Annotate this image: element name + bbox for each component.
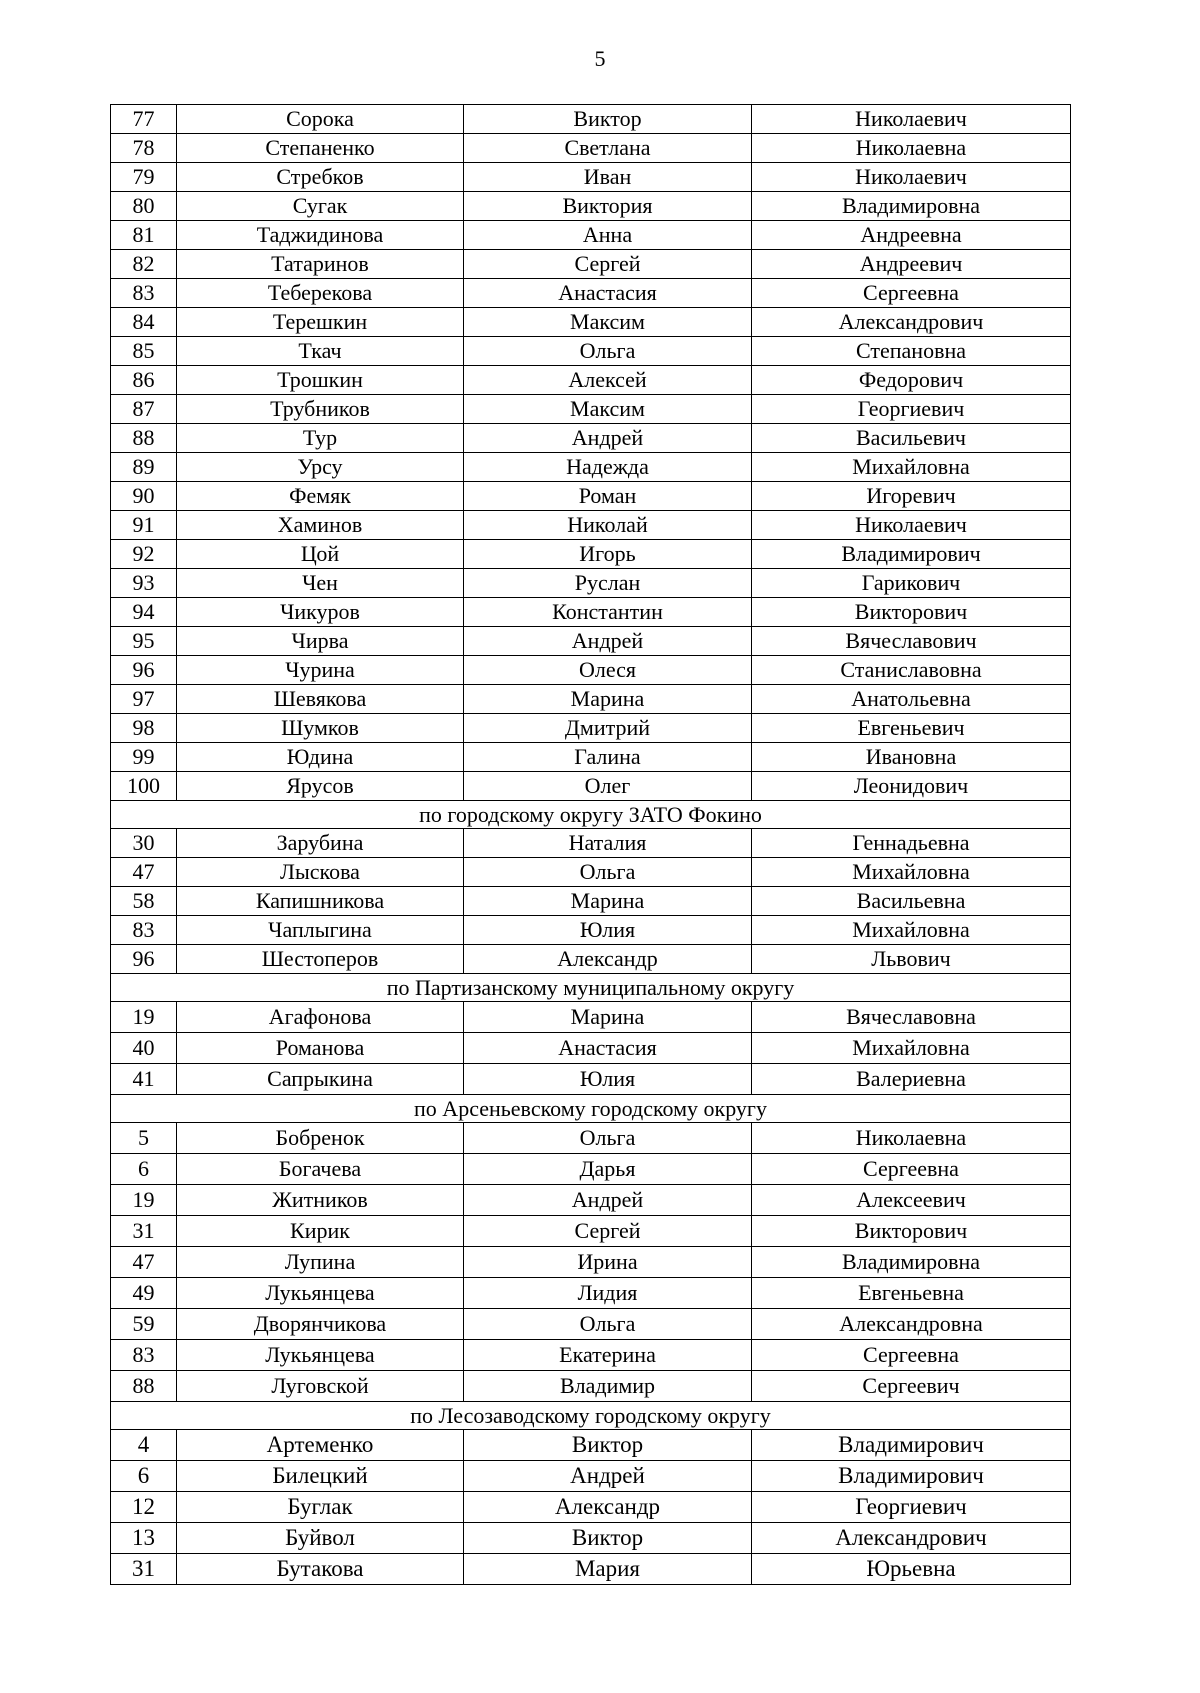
patronymic: Александровна xyxy=(752,1309,1071,1340)
row-number: 95 xyxy=(111,627,177,656)
row-number: 100 xyxy=(111,772,177,801)
patronymic: Гарикович xyxy=(752,569,1071,598)
last-name: Фемяк xyxy=(177,482,464,511)
last-name: Юдина xyxy=(177,743,464,772)
first-name: Виктор xyxy=(464,105,752,134)
last-name: Ярусов xyxy=(177,772,464,801)
table-row xyxy=(111,1461,1071,1492)
last-name: Агафонова xyxy=(177,1002,464,1033)
patronymic: Игоревич xyxy=(752,482,1071,511)
table-row xyxy=(111,1278,1071,1309)
first-name: Марина xyxy=(464,1002,752,1033)
row-number: 19 xyxy=(111,1002,177,1033)
section-title: по Партизанскому муниципальному округу xyxy=(111,974,1071,1002)
table-row xyxy=(111,772,1071,801)
table-row xyxy=(111,945,1071,974)
first-name: Виктор xyxy=(464,1430,752,1461)
patronymic: Георгиевич xyxy=(752,395,1071,424)
row-number: 88 xyxy=(111,1371,177,1402)
patronymic: Федорович xyxy=(752,366,1071,395)
table-row xyxy=(111,1554,1071,1585)
row-number: 40 xyxy=(111,1033,177,1064)
row-number: 84 xyxy=(111,308,177,337)
row-number: 49 xyxy=(111,1278,177,1309)
row-number: 6 xyxy=(111,1154,177,1185)
first-name: Марина xyxy=(464,685,752,714)
patronymic: Александрович xyxy=(752,1523,1071,1554)
patronymic: Валериевна xyxy=(752,1064,1071,1095)
row-number: 83 xyxy=(111,279,177,308)
row-number: 31 xyxy=(111,1554,177,1585)
patronymic: Алексеевич xyxy=(752,1185,1071,1216)
first-name: Андрей xyxy=(464,1185,752,1216)
patronymic: Михайловна xyxy=(752,858,1071,887)
table-row xyxy=(111,511,1071,540)
last-name: Терешкин xyxy=(177,308,464,337)
last-name: Чаплыгина xyxy=(177,916,464,945)
table-row xyxy=(111,1430,1071,1461)
table-row xyxy=(111,1216,1071,1247)
first-name: Лидия xyxy=(464,1278,752,1309)
last-name: Шестоперов xyxy=(177,945,464,974)
row-number: 5 xyxy=(111,1123,177,1154)
table-row xyxy=(111,1123,1071,1154)
last-name: Урсу xyxy=(177,453,464,482)
section-fokino xyxy=(111,801,1071,974)
last-name: Ткач xyxy=(177,337,464,366)
patronymic: Ивановна xyxy=(752,743,1071,772)
row-number: 85 xyxy=(111,337,177,366)
table-row xyxy=(111,395,1071,424)
last-name: Татаринов xyxy=(177,250,464,279)
table-row xyxy=(111,1154,1071,1185)
last-name: Теберекова xyxy=(177,279,464,308)
section-lesozavodsk xyxy=(111,1402,1071,1585)
row-number: 98 xyxy=(111,714,177,743)
first-name: Галина xyxy=(464,743,752,772)
last-name: Чикуров xyxy=(177,598,464,627)
last-name: Степаненко xyxy=(177,134,464,163)
row-number: 94 xyxy=(111,598,177,627)
row-number: 6 xyxy=(111,1461,177,1492)
table-row xyxy=(111,1002,1071,1033)
patronymic: Владимирович xyxy=(752,1461,1071,1492)
last-name: Луговской xyxy=(177,1371,464,1402)
section-partizansk xyxy=(111,974,1071,1095)
first-name: Сергей xyxy=(464,250,752,279)
row-number: 47 xyxy=(111,858,177,887)
last-name: Артеменко xyxy=(177,1430,464,1461)
patronymic: Георгиевич xyxy=(752,1492,1071,1523)
last-name: Билецкий xyxy=(177,1461,464,1492)
first-name: Светлана xyxy=(464,134,752,163)
patronymic: Анатольевна xyxy=(752,685,1071,714)
row-number: 80 xyxy=(111,192,177,221)
row-number: 83 xyxy=(111,1340,177,1371)
row-number: 81 xyxy=(111,221,177,250)
first-name: Дмитрий xyxy=(464,714,752,743)
first-name: Сергей xyxy=(464,1216,752,1247)
table-row xyxy=(111,279,1071,308)
last-name: Буглак xyxy=(177,1492,464,1523)
last-name: Бутакова xyxy=(177,1554,464,1585)
last-name: Лупина xyxy=(177,1247,464,1278)
last-name: Сорока xyxy=(177,105,464,134)
last-name: Зарубина xyxy=(177,829,464,858)
row-number: 91 xyxy=(111,511,177,540)
patronymic: Сергеевна xyxy=(752,1154,1071,1185)
last-name: Шевякова xyxy=(177,685,464,714)
patronymic: Владимирович xyxy=(752,540,1071,569)
patronymic: Сергеевна xyxy=(752,1340,1071,1371)
row-number: 96 xyxy=(111,945,177,974)
last-name: Шумков xyxy=(177,714,464,743)
patronymic: Васильевич xyxy=(752,424,1071,453)
table-row xyxy=(111,1523,1071,1554)
row-number: 41 xyxy=(111,1064,177,1095)
row-number: 58 xyxy=(111,887,177,916)
table-row xyxy=(111,134,1071,163)
last-name: Сапрыкина xyxy=(177,1064,464,1095)
first-name: Юлия xyxy=(464,1064,752,1095)
section-header-row xyxy=(111,974,1071,1002)
row-number: 99 xyxy=(111,743,177,772)
last-name: Хаминов xyxy=(177,511,464,540)
patronymic: Геннадьевна xyxy=(752,829,1071,858)
patronymic: Николаевна xyxy=(752,134,1071,163)
row-number: 93 xyxy=(111,569,177,598)
row-number: 47 xyxy=(111,1247,177,1278)
page-number: 5 xyxy=(594,46,606,71)
patronymic: Николаевна xyxy=(752,1123,1071,1154)
first-name: Ольга xyxy=(464,337,752,366)
table-row xyxy=(111,192,1071,221)
patronymic: Львович xyxy=(752,945,1071,974)
table-row xyxy=(111,163,1071,192)
row-number: 13 xyxy=(111,1523,177,1554)
row-number: 87 xyxy=(111,395,177,424)
last-name: Кирик xyxy=(177,1216,464,1247)
patronymic: Евгеньевна xyxy=(752,1278,1071,1309)
table-row xyxy=(111,221,1071,250)
first-name: Анастасия xyxy=(464,1033,752,1064)
patronymic: Вячеславовна xyxy=(752,1002,1071,1033)
row-number: 90 xyxy=(111,482,177,511)
last-name: Чирва xyxy=(177,627,464,656)
first-name: Максим xyxy=(464,308,752,337)
patronymic: Владимировна xyxy=(752,1247,1071,1278)
row-number: 77 xyxy=(111,105,177,134)
last-name: Тур xyxy=(177,424,464,453)
patronymic: Викторович xyxy=(752,598,1071,627)
first-name: Руслан xyxy=(464,569,752,598)
first-name: Николай xyxy=(464,511,752,540)
table-row xyxy=(111,482,1071,511)
patronymic: Михайловна xyxy=(752,916,1071,945)
main-list xyxy=(111,105,1071,801)
first-name: Константин xyxy=(464,598,752,627)
patronymic: Васильевна xyxy=(752,887,1071,916)
last-name: Лыскова xyxy=(177,858,464,887)
table-row xyxy=(111,337,1071,366)
last-name: Буйвол xyxy=(177,1523,464,1554)
row-number: 96 xyxy=(111,656,177,685)
row-number: 86 xyxy=(111,366,177,395)
first-name: Игорь xyxy=(464,540,752,569)
first-name: Екатерина xyxy=(464,1340,752,1371)
row-number: 19 xyxy=(111,1185,177,1216)
last-name: Богачева xyxy=(177,1154,464,1185)
first-name: Андрей xyxy=(464,1461,752,1492)
table-row xyxy=(111,916,1071,945)
patronymic: Евгеньевич xyxy=(752,714,1071,743)
patronymic: Викторович xyxy=(752,1216,1071,1247)
patronymic: Николаевич xyxy=(752,511,1071,540)
first-name: Роман xyxy=(464,482,752,511)
section-arseniev xyxy=(111,1095,1071,1402)
section-title: по городскому округу ЗАТО Фокино xyxy=(111,801,1071,829)
table-row xyxy=(111,656,1071,685)
table-row xyxy=(111,250,1071,279)
patronymic: Андреевна xyxy=(752,221,1071,250)
first-name: Виктор xyxy=(464,1523,752,1554)
table-row xyxy=(111,1492,1071,1523)
last-name: Трошкин xyxy=(177,366,464,395)
patronymic: Сергеевна xyxy=(752,279,1071,308)
table-row xyxy=(111,1371,1071,1402)
last-name: Лукьянцева xyxy=(177,1340,464,1371)
last-name: Сугак xyxy=(177,192,464,221)
first-name: Надежда xyxy=(464,453,752,482)
table-row xyxy=(111,1340,1071,1371)
first-name: Иван xyxy=(464,163,752,192)
row-number: 92 xyxy=(111,540,177,569)
first-name: Ольга xyxy=(464,858,752,887)
table-row xyxy=(111,308,1071,337)
patronymic: Николаевич xyxy=(752,163,1071,192)
section-header-row xyxy=(111,801,1071,829)
table-row xyxy=(111,105,1071,134)
patronymic: Сергеевич xyxy=(752,1371,1071,1402)
row-number: 31 xyxy=(111,1216,177,1247)
row-number: 97 xyxy=(111,685,177,714)
table-row xyxy=(111,1185,1071,1216)
first-name: Максим xyxy=(464,395,752,424)
patronymic: Владимировна xyxy=(752,192,1071,221)
first-name: Андрей xyxy=(464,424,752,453)
last-name: Чен xyxy=(177,569,464,598)
row-number: 79 xyxy=(111,163,177,192)
patronymic: Леонидович xyxy=(752,772,1071,801)
first-name: Алексей xyxy=(464,366,752,395)
table-row xyxy=(111,598,1071,627)
section-header-row xyxy=(111,1402,1071,1430)
row-number: 59 xyxy=(111,1309,177,1340)
patronymic: Николаевич xyxy=(752,105,1071,134)
last-name: Дворянчикова xyxy=(177,1309,464,1340)
row-number: 88 xyxy=(111,424,177,453)
last-name: Стребков xyxy=(177,163,464,192)
first-name: Ольга xyxy=(464,1123,752,1154)
row-number: 82 xyxy=(111,250,177,279)
table-row xyxy=(111,453,1071,482)
patronymic: Михайловна xyxy=(752,453,1071,482)
section-header-row xyxy=(111,1095,1071,1123)
first-name: Юлия xyxy=(464,916,752,945)
table-row xyxy=(111,685,1071,714)
first-name: Марина xyxy=(464,887,752,916)
table-row xyxy=(111,540,1071,569)
patronymic: Владимирович xyxy=(752,1430,1071,1461)
table-row xyxy=(111,1247,1071,1278)
first-name: Олеся xyxy=(464,656,752,685)
first-name: Дарья xyxy=(464,1154,752,1185)
row-number: 12 xyxy=(111,1492,177,1523)
last-name: Цой xyxy=(177,540,464,569)
first-name: Андрей xyxy=(464,627,752,656)
section-title: по Лесозаводскому городскому округу xyxy=(111,1402,1071,1430)
first-name: Ольга xyxy=(464,1309,752,1340)
table-row xyxy=(111,627,1071,656)
table-row xyxy=(111,1064,1071,1095)
first-name: Мария xyxy=(464,1554,752,1585)
patronymic: Александрович xyxy=(752,308,1071,337)
last-name: Бобренок xyxy=(177,1123,464,1154)
last-name: Житников xyxy=(177,1185,464,1216)
first-name: Анастасия xyxy=(464,279,752,308)
table-row xyxy=(111,424,1071,453)
patronymic: Вячеславович xyxy=(752,627,1071,656)
first-name: Анна xyxy=(464,221,752,250)
row-number: 4 xyxy=(111,1430,177,1461)
last-name: Романова xyxy=(177,1033,464,1064)
patronymic: Андреевич xyxy=(752,250,1071,279)
section-title: по Арсеньевскому городскому округу xyxy=(111,1095,1071,1123)
first-name: Александр xyxy=(464,945,752,974)
table-row xyxy=(111,887,1071,916)
last-name: Трубников xyxy=(177,395,464,424)
roster-table xyxy=(110,104,1071,1585)
first-name: Виктория xyxy=(464,192,752,221)
table-row xyxy=(111,858,1071,887)
last-name: Чурина xyxy=(177,656,464,685)
last-name: Таджидинова xyxy=(177,221,464,250)
patronymic: Степановна xyxy=(752,337,1071,366)
first-name: Олег xyxy=(464,772,752,801)
row-number: 83 xyxy=(111,916,177,945)
patronymic: Юрьевна xyxy=(752,1554,1071,1585)
table-row xyxy=(111,569,1071,598)
table-row xyxy=(111,743,1071,772)
patronymic: Михайловна xyxy=(752,1033,1071,1064)
row-number: 89 xyxy=(111,453,177,482)
first-name: Александр xyxy=(464,1492,752,1523)
row-number: 78 xyxy=(111,134,177,163)
last-name: Лукьянцева xyxy=(177,1278,464,1309)
row-number: 30 xyxy=(111,829,177,858)
first-name: Наталия xyxy=(464,829,752,858)
table-row xyxy=(111,829,1071,858)
table-row xyxy=(111,714,1071,743)
first-name: Ирина xyxy=(464,1247,752,1278)
table-row xyxy=(111,1309,1071,1340)
patronymic: Станиславовна xyxy=(752,656,1071,685)
last-name: Капишникова xyxy=(177,887,464,916)
table-row xyxy=(111,1033,1071,1064)
first-name: Владимир xyxy=(464,1371,752,1402)
table-row xyxy=(111,366,1071,395)
